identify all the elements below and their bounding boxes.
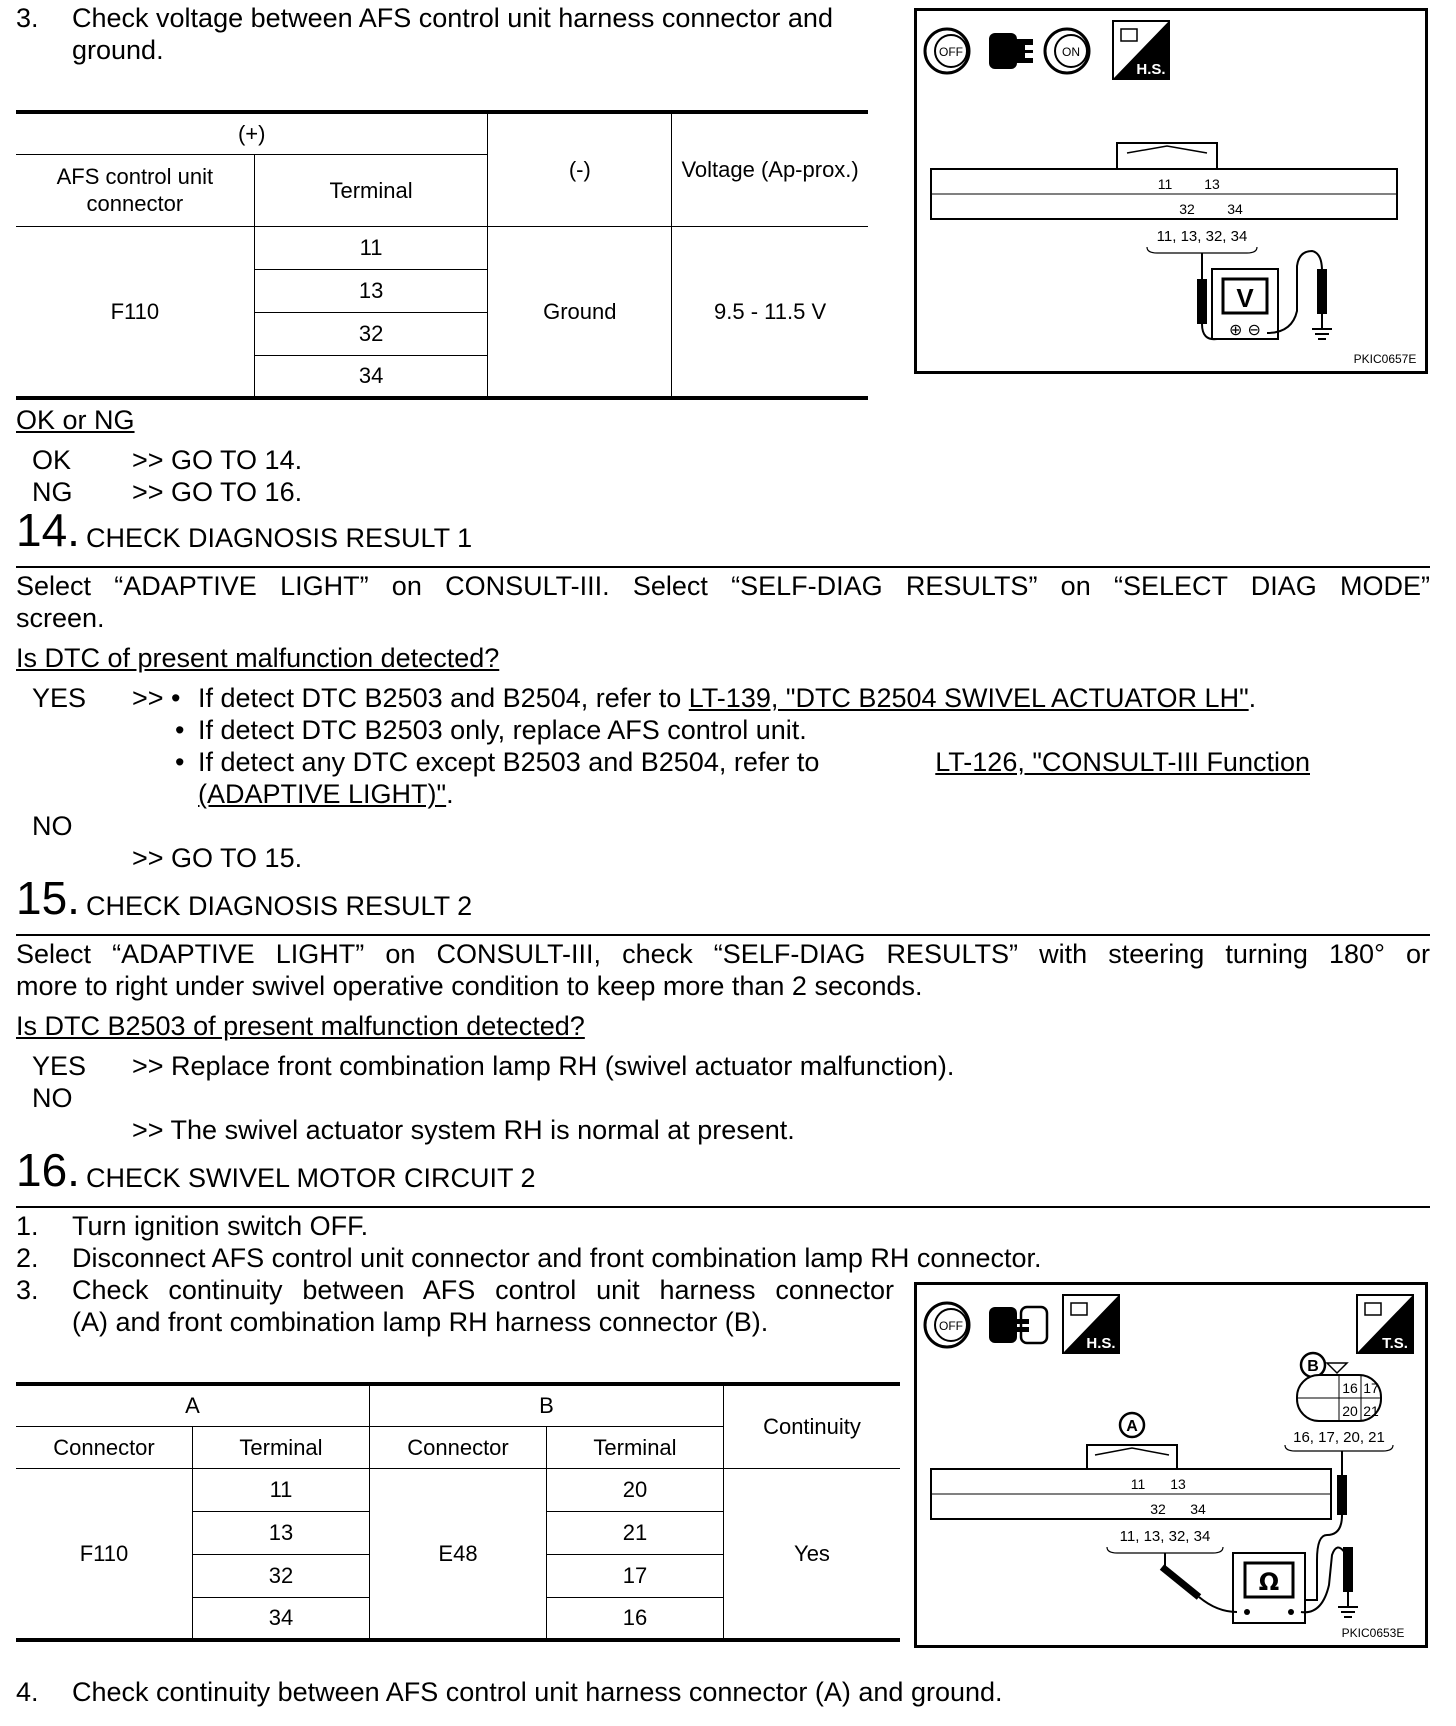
terminal-header: Terminal — [254, 154, 488, 226]
step16-item4-number: 4. — [16, 1677, 39, 1707]
connector-a — [931, 1413, 1331, 1553]
connector-cell: F110 — [16, 226, 254, 398]
lt-126-link-cont[interactable]: (ADAPTIVE LIGHT)" — [198, 779, 447, 809]
step14-no-action: >> GO TO 15. — [132, 843, 303, 873]
continuity-check-diagram — [917, 1285, 1425, 1645]
label-a: A — [1126, 1418, 1138, 1435]
minus-header: (-) — [488, 112, 672, 226]
step16-item3-number: 3. — [16, 1275, 39, 1305]
ok-action: >> GO TO 14. — [132, 445, 303, 475]
pin-13: 13 — [1170, 1476, 1186, 1492]
step13-item3-line1: Check voltage between AFS control unit harness connector and — [72, 3, 833, 33]
pin-32: 32 — [1150, 1501, 1166, 1517]
ignition-on-icon — [1045, 29, 1089, 73]
step16-item-number: 1. — [16, 1211, 39, 1241]
terminal-a-cell: 32 — [193, 1554, 370, 1597]
step14-yes-label: YES — [32, 683, 87, 713]
pin-13: 13 — [1204, 176, 1220, 192]
step16-rule — [16, 1206, 1430, 1208]
voltage-header: Voltage (Ap-prox.) — [672, 112, 868, 226]
step15-rule — [16, 934, 1430, 936]
minus-cell: Ground — [488, 226, 672, 398]
off-text: OFF — [939, 45, 963, 59]
terminal-a-cell: 34 — [193, 1597, 370, 1640]
ok-label: OK — [32, 445, 72, 475]
step14-instruction-line1: Select “ADAPTIVE LIGHT” on CONSULT-III. Select “SELF-DIAG RESULTS” on “SELECT DIAG MODE” — [16, 571, 1430, 601]
step15-number: 15. — [16, 872, 80, 924]
hs-text: H.S. — [1136, 61, 1166, 78]
connector-header: Connector — [370, 1426, 547, 1468]
step13-item3-line2: ground. — [72, 35, 164, 65]
step16-number: 16. — [16, 1144, 80, 1196]
step14-bullet2: If detect DTC B2503 only, replace AFS control unit. — [198, 715, 807, 745]
connector-disconnect-icon — [989, 33, 1037, 69]
ignition-off-icon — [925, 29, 969, 73]
hs-text: H.S. — [1086, 1335, 1116, 1352]
step15-question: Is DTC B2503 of present malfunction detected? — [16, 1011, 585, 1041]
terminal-header: Terminal — [547, 1426, 724, 1468]
terminal-cell: 13 — [254, 269, 488, 312]
continuity-table — [16, 1382, 900, 1642]
pin-17: 17 — [1363, 1380, 1379, 1396]
lt-126-link[interactable]: LT-126, "CONSULT-III Function — [935, 747, 1310, 777]
step14-question: Is DTC of present malfunction detected? — [16, 643, 500, 673]
voltage-check-figure — [914, 8, 1428, 374]
terminal-a-cell: 13 — [193, 1511, 370, 1554]
step15-title: CHECK DIAGNOSIS RESULT 2 — [86, 891, 473, 921]
terminal-b-cell: 20 — [547, 1468, 724, 1511]
step14-instruction-line2: screen. — [16, 603, 105, 633]
figure-code: PKIC0657E — [1353, 352, 1417, 366]
step16-item4-text: Check continuity between AFS control unit harness connector (A) and ground. — [72, 1677, 1003, 1707]
group-b-header: B — [370, 1384, 724, 1426]
continuity-cell: Yes — [724, 1468, 901, 1640]
terminal-b-cell: 16 — [547, 1597, 724, 1640]
step14-bullet3-cont: (ADAPTIVE LIGHT)". — [198, 779, 454, 809]
meter-terminals: ⊕ ⊖ — [1229, 320, 1261, 339]
terminal-cell: 34 — [254, 355, 488, 398]
pin-34: 34 — [1190, 1501, 1206, 1517]
terminal-cell: 32 — [254, 312, 488, 355]
terminal-side-icon — [1357, 1295, 1413, 1353]
on-text: ON — [1062, 45, 1080, 59]
step16-title: CHECK SWIVEL MOTOR CIRCUIT 2 — [86, 1163, 536, 1193]
connector-disconnect-icon — [989, 1307, 1047, 1343]
pin-11: 11 — [1130, 1476, 1146, 1492]
ts-text: T.S. — [1382, 1335, 1408, 1352]
voltage-cell: 9.5 - 11.5 V — [672, 226, 868, 398]
harness-side-icon — [1063, 1295, 1119, 1353]
off-text: OFF — [939, 1319, 963, 1333]
step13-item3-number: 3. — [16, 3, 39, 33]
step15-instruction-line2: more to right under swivel operative condition to keep more than 2 seconds. — [16, 971, 923, 1001]
step16-item-number: 2. — [16, 1243, 39, 1273]
figure-code: PKIC0653E — [1341, 1626, 1405, 1640]
step14-bullet3: If detect any DTC except B2503 and B2504, refer to LT-126, "CONSULT-III Function — [198, 747, 1310, 777]
pin-16: 16 — [1342, 1380, 1358, 1396]
step15-yes-label: YES — [32, 1051, 87, 1081]
pin-label: 11, 13, 32, 34 — [1156, 228, 1248, 245]
step14-rule — [16, 566, 1430, 568]
connector-b — [1285, 1353, 1393, 1451]
step14-title: CHECK DIAGNOSIS RESULT 1 — [86, 523, 473, 553]
terminal-a-cell: 11 — [193, 1468, 370, 1511]
ng-action: >> GO TO 16. — [132, 477, 303, 507]
step16-item3-line2: (A) and front combination lamp RH harness connector (B). — [72, 1307, 769, 1337]
step14-bullet1: If detect DTC B2503 and B2504, refer to LT-139, "DTC B2504 SWIVEL ACTUATOR LH". — [198, 683, 1257, 713]
connector-b-cell: E48 — [370, 1468, 547, 1640]
terminal-header: Terminal — [193, 1426, 370, 1468]
harness-side-icon — [1113, 21, 1169, 79]
ng-label: NG — [32, 477, 73, 507]
lt-139-link[interactable]: LT-139, "DTC B2504 SWIVEL ACTUATOR LH" — [688, 683, 1249, 713]
step15-yes-action: >> Replace front combination lamp RH (swivel actuator malfunction). — [132, 1051, 955, 1081]
connector-a-cell: F110 — [16, 1468, 193, 1640]
terminal-cell: 11 — [254, 226, 488, 269]
pin-11: 11 — [1157, 176, 1173, 192]
continuity-check-figure — [914, 1282, 1428, 1648]
meter-letter: Ω — [1258, 1568, 1280, 1596]
step14-no-label: NO — [32, 811, 73, 841]
voltage-table — [16, 110, 868, 400]
bullet-mark: • — [175, 747, 185, 777]
group-a-header: A — [16, 1384, 370, 1426]
ignition-off-icon — [925, 1303, 969, 1347]
step14-yes-prefix: >> • — [132, 683, 181, 713]
step14-number: 14. — [16, 504, 80, 556]
connector-header: Connector — [16, 1426, 193, 1468]
terminal-b-cell: 17 — [547, 1554, 724, 1597]
ok-ng-heading: OK or NG — [16, 405, 135, 435]
label-b: B — [1307, 1358, 1319, 1375]
continuity-header: Continuity — [724, 1384, 901, 1468]
step15-instruction-line1: Select “ADAPTIVE LIGHT” on CONSULT-III, check “SELF-DIAG RESULTS” with steering turning 180° or — [16, 939, 1430, 969]
meter-letter: V — [1236, 283, 1254, 313]
pin-21: 21 — [1363, 1403, 1379, 1419]
bullet-mark: • — [175, 715, 185, 745]
terminal-b-cell: 21 — [547, 1511, 724, 1554]
step16-item3-line1: Check continuity between AFS control unit harness connector — [72, 1275, 894, 1305]
step16-item-text: Disconnect AFS control unit connector and front combination lamp RH connector. — [72, 1243, 1042, 1273]
step15-no-action: >> The swivel actuator system RH is normal at present. — [132, 1115, 795, 1145]
connector-header: AFS control unit connector — [16, 154, 254, 226]
pin-label-b: 16, 17, 20, 21 — [1293, 1429, 1385, 1446]
pin-32: 32 — [1179, 201, 1195, 217]
plus-header: (+) — [16, 112, 488, 154]
afs-connector-face — [931, 143, 1397, 219]
pin-20: 20 — [1342, 1403, 1358, 1419]
pin-34: 34 — [1227, 201, 1243, 217]
voltmeter-icon — [1197, 251, 1332, 339]
step16-item-text: Turn ignition switch OFF. — [72, 1211, 369, 1241]
voltage-check-diagram — [917, 11, 1425, 371]
step15-no-label: NO — [32, 1083, 73, 1113]
pin-label-a: 11, 13, 32, 34 — [1119, 1528, 1211, 1545]
